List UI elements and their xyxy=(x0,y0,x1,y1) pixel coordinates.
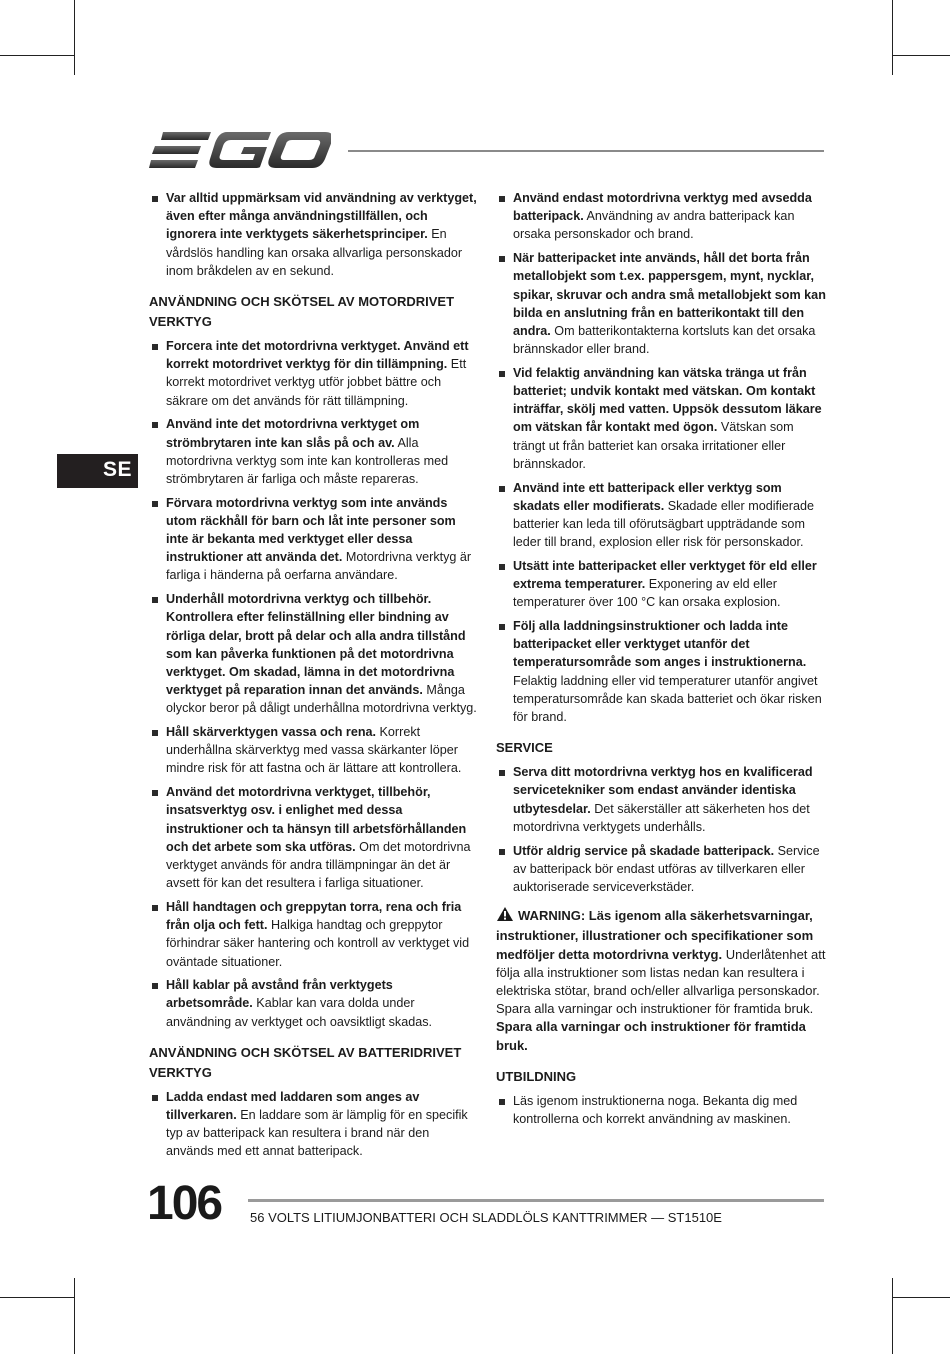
item-bold-text: Håll handtagen och greppytan torra, rena och fria från olja och fett. xyxy=(166,899,462,933)
bullet-icon xyxy=(152,422,158,428)
list-item xyxy=(496,1092,826,1128)
section-heading: ANVÄNDNING OCH SKÖTSEL AV MOTORDRIVET VERKTYG xyxy=(149,294,455,330)
list-item xyxy=(496,763,826,836)
list-item xyxy=(496,617,826,726)
bullet-icon xyxy=(152,501,158,507)
crop-mark xyxy=(0,55,75,56)
item-bold-text: Underhåll motordrivna verktyg och tillbehör. Kontrollera efter felinställning eller bindning av rörliga delar, brott på delar och alla andra tillstånd som kan påverka funktionen på det motordrivna verktyget. Om skadad, lämna in det motordrivna verktyget på reparation innan det används. xyxy=(166,592,466,698)
item-bold-text: Ladda endast med laddaren som anges av tillverkaren. xyxy=(166,1089,420,1123)
list-item xyxy=(496,364,826,473)
crop-mark xyxy=(892,0,893,75)
item-text: Alla motordrivna verktyg som inte kan kontrolleras med strömbrytaren är farliga och måste repareras. xyxy=(166,435,449,486)
bullet-icon xyxy=(499,564,505,570)
bullet-icon xyxy=(499,486,505,492)
crop-mark xyxy=(74,0,75,75)
item-text: Många olyckor beror på dåligt underhållna motordrivna verktyg. xyxy=(166,683,477,716)
item-bold-text: Håll kablar på avstånd från verktygets arbetsområde. xyxy=(166,978,393,1011)
list-item xyxy=(149,898,479,971)
warning-triangle-icon xyxy=(496,906,514,927)
bullet-icon xyxy=(152,790,158,796)
list-item xyxy=(496,842,826,897)
list-item xyxy=(149,723,479,778)
item-text: Korrekt underhållna skärverktyg med vassa skärkanter löper mindre risk för att fastna och är lättare att kontrollera. xyxy=(166,725,462,776)
item-bold-text: Utsätt inte batteripacket eller verktyget för eld eller extrema temperaturer. xyxy=(513,558,817,592)
item-text: Exponering av eld eller temperaturer över 100 °C kan orsaka explosion. xyxy=(513,577,781,610)
warning-block xyxy=(496,906,826,1055)
item-bold-text: Serva ditt motordrivna verktyg hos en kvalificerad servicetekniker som endast använder identiska utbytesdelar. xyxy=(513,765,813,816)
item-text: Ett korrekt motordrivet verktyg utför jobbet bättre och säkrare om det används för rätt tillämpning. xyxy=(166,357,467,408)
item-text: Användning av andra batteripack kan orsaka personskador och brand. xyxy=(513,209,795,242)
list-item xyxy=(149,590,479,717)
list-item xyxy=(496,557,826,612)
item-text: Läs igenom instruktionerna noga. Bekanta dig med kontrollerna och korrekt användning av maskinen. xyxy=(513,1093,798,1126)
list-item xyxy=(149,494,479,585)
item-text: Felaktig laddning eller vid temperaturer utanför angivet temperatursområde kan skada batteriet och ökar risken för brand. xyxy=(513,673,822,724)
right-column xyxy=(496,189,826,1134)
list-item xyxy=(149,415,479,488)
crop-mark xyxy=(892,55,950,56)
item-bold-text: Håll skärverktygen vassa och rena. xyxy=(166,725,377,740)
item-bold-text: När batteripacket inte används, håll det borta från metallobjekt som t.ex. pappersgem, mynt, nycklar, spikar, skruvar och andra små metallobjekt som kan bilda en anslutning från en batterikontakt till den andra. xyxy=(513,251,826,338)
header-rule xyxy=(348,150,824,152)
item-bold-text: Använd det motordrivna verktyget, tillbehör, insatsverktyg osv. i enlighet med dessa instruktioner och ta hänsyn till arbetsförhållanden och det arbete som ska utföras. xyxy=(166,785,467,854)
item-bold-text: Utför aldrig service på skadade batteripack. xyxy=(513,843,775,858)
item-bold-text: Följ alla laddningsinstruktioner och ladda inte batteripacket eller verktyget utanför det temperatursområde som anges i instruktionerna. xyxy=(513,618,807,670)
list-item xyxy=(149,783,479,892)
bullet-icon xyxy=(499,256,505,262)
item-text: Om batterikontakterna kortsluts kan det orsaka brännskador eller brand. xyxy=(513,323,816,357)
bullet-icon xyxy=(499,196,505,202)
list-item xyxy=(149,976,479,1031)
item-bold-text: Förvara motordrivna verktyg som inte används utom räckhåll för barn och låt inte personer som inte är bekanta med verktyget eller dessa instruktioner att använda det. xyxy=(166,495,456,565)
item-text: En laddare som är lämplig för en specifik typ av batteripack kan resultera i brand när den används med ett annat batteripack. xyxy=(166,1108,468,1159)
ego-logo xyxy=(149,129,331,171)
list-item xyxy=(149,1088,479,1161)
list-item xyxy=(496,189,826,244)
section-heading: UTBILDNING xyxy=(496,1068,577,1084)
item-text: Kablar kan vara dolda under användning av verktyget och oavsiktligt skadas. xyxy=(166,996,433,1029)
bullet-icon xyxy=(152,344,158,350)
item-text: Vätskan som trängt ut från batteriet kan orsaka irritationer eller brännskador. xyxy=(513,420,794,471)
language-tab xyxy=(57,454,138,488)
list-item xyxy=(149,337,479,410)
list-item xyxy=(496,249,826,358)
crop-mark xyxy=(0,1297,75,1298)
bullet-icon xyxy=(152,983,158,989)
bullet-icon xyxy=(499,624,505,630)
item-bold-text: Vid felaktig användning kan vätska tränga ut från batteriet; undvik kontakt med vätskan. Om kontakt inträffar, skölj med vatten. Uppsök dessutom läkare om vätskan får kontakt med ögon. xyxy=(513,365,822,435)
crop-mark xyxy=(74,1278,75,1354)
section-heading: ANVÄNDNING OCH SKÖTSEL AV BATTERIDRIVET VERKTYG xyxy=(149,1044,462,1080)
item-text: Det säkerställer att säkerheten hos det motordrivna verktygets underhålls. xyxy=(513,801,810,834)
bullet-icon xyxy=(152,730,158,736)
left-column xyxy=(149,189,479,1166)
list-item xyxy=(496,479,826,552)
item-text: Skadade eller modifierade batterier kan leda till oförutsägbart uppträdande som leder till brand, explosion eller risk för personskador. xyxy=(513,498,815,550)
item-bold-text: Forcera inte det motordrivna verktyget. Använd ett korrekt motordrivet verktyg för din tillämpning. xyxy=(166,339,469,372)
crop-mark xyxy=(892,1278,893,1354)
warning-text: Underlåtenhet att följa alla instruktioner som listas nedan kan resultera i elektriska stötar, brand och/eller allvarliga personskador. Spara alla varningar och instruktioner för framtida bruk. xyxy=(496,946,826,1017)
item-bold-text: Var alltid uppmärksam vid användning av verktyget, även efter många användningstillfällen, och ignorera inte verktygets säkerhetsprinciper. xyxy=(166,191,477,242)
bullet-icon xyxy=(499,770,505,776)
item-text: En vårdslös handling kan orsaka allvarliga personskador inom bråkdelen av en sekund. xyxy=(166,227,463,278)
item-text: Service av batteripack bör endast utföras av tillverkaren eller auktoriserade serviceverkstäder. xyxy=(513,843,820,894)
item-text: Om det motordrivna verktyget används för andra tillämpningar än det är avsett för kan det resultera i farliga situationer. xyxy=(166,839,471,891)
item-bold-text: Använd endast motordrivna verktyg med avsedda batteripack. xyxy=(513,191,812,224)
section-heading: SERVICE xyxy=(496,740,553,756)
bullet-icon xyxy=(499,849,505,855)
item-text: Motordrivna verktyg är farliga i händerna på oerfarna användare. xyxy=(166,550,472,583)
list-item xyxy=(149,189,479,280)
bullet-icon xyxy=(152,597,158,603)
item-text: Halkiga handtag och greppytor förhindrar säker hantering och kontroll av verktyget vid oväntade situationer. xyxy=(166,918,470,969)
page-number: 106 xyxy=(147,1177,222,1230)
bullet-icon xyxy=(152,196,158,202)
bullet-icon xyxy=(152,1095,158,1101)
bullet-icon xyxy=(499,371,505,377)
bullet-icon xyxy=(152,905,158,911)
warning-bold-text: Läs igenom alla säkerhetsvarningar, instruktioner, illustrationer och specifikationer som medföljer detta motordrivna verktyg. xyxy=(496,908,814,962)
warning-final-text: Spara alla varningar och instruktioner för framtida bruk. xyxy=(496,1019,806,1053)
footer-title: 56 VOLTS LITIUMJONBATTERI OCH SLADDLÖLS KANTTRIMMER — ST1510E xyxy=(250,1210,722,1225)
bullet-icon xyxy=(499,1099,505,1105)
crop-mark xyxy=(892,1297,950,1298)
warning-label: WARNING: xyxy=(518,908,586,924)
item-bold-text: Använd inte det motordrivna verktyget om strömbrytaren inte kan slås på och av. xyxy=(166,417,420,450)
language-code: SE xyxy=(102,458,132,481)
footer-rule xyxy=(248,1199,824,1202)
item-bold-text: Använd inte ett batteripack eller verktyg som skadats eller modifierats. xyxy=(513,480,782,513)
